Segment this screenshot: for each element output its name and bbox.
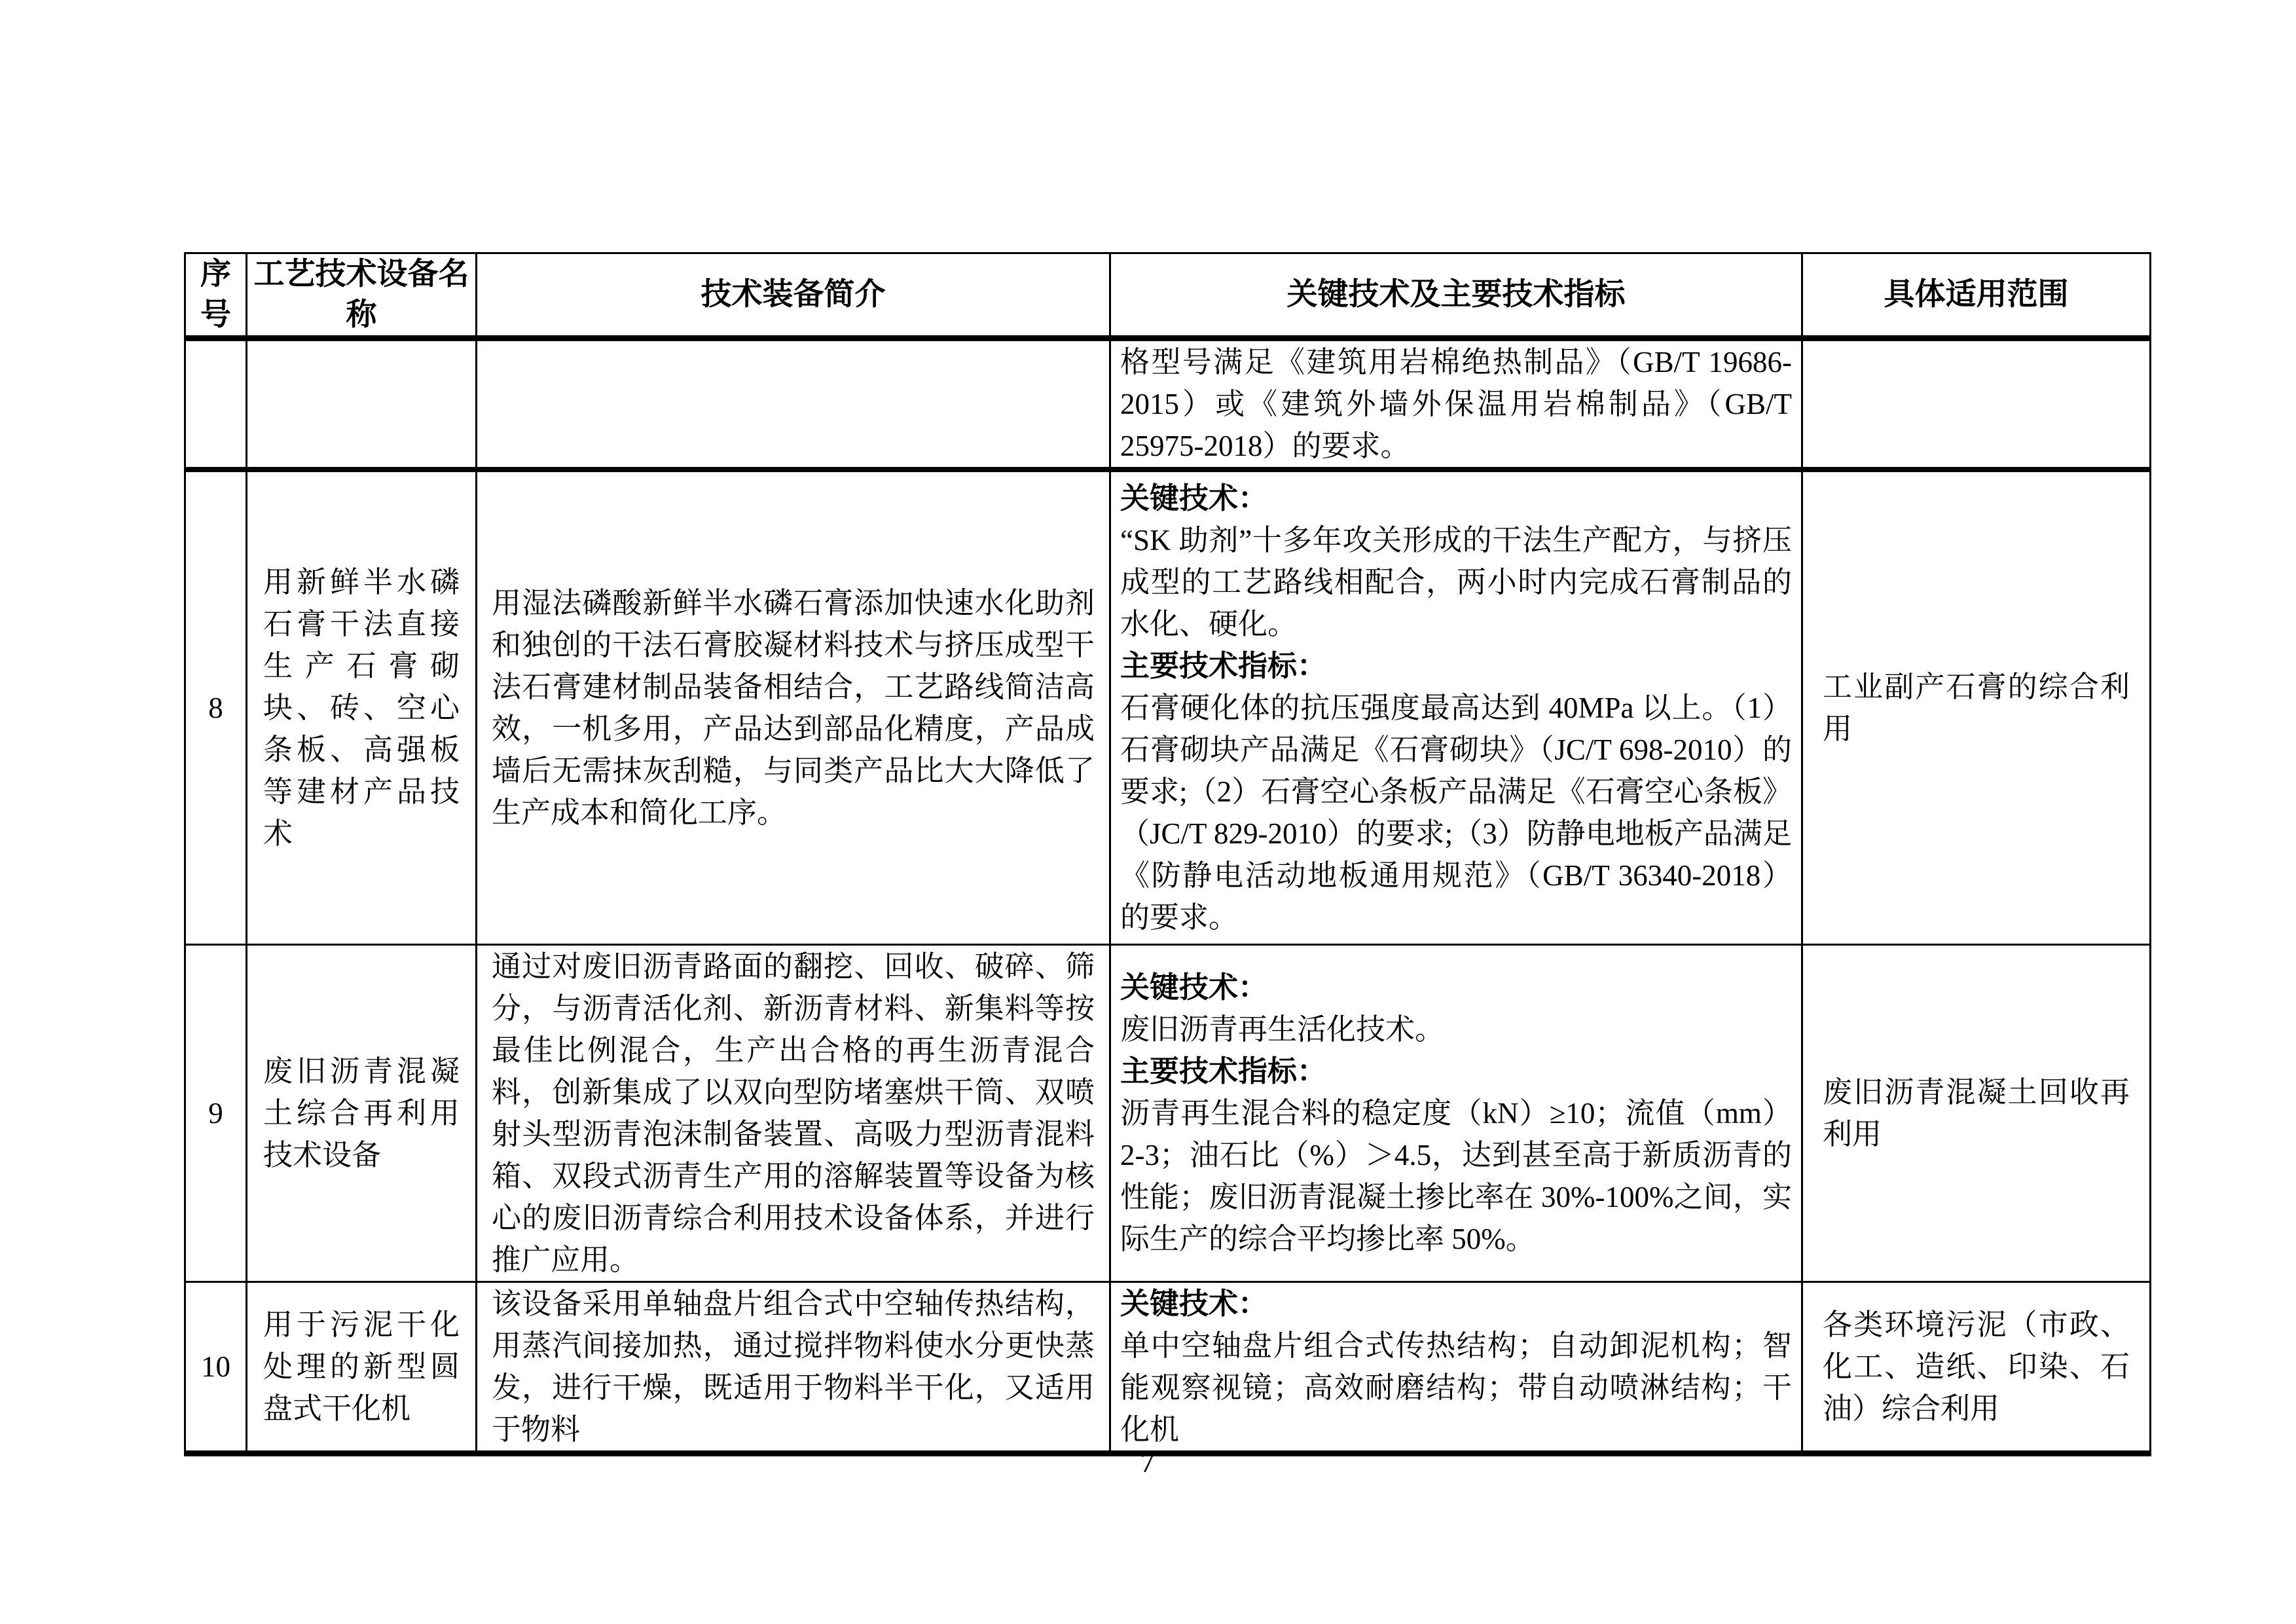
scope-text: 各类环境污泥（市政、化工、造纸、印染、石油）综合利用 — [1823, 1308, 2130, 1425]
name-cell — [247, 470, 477, 944]
name-cell — [247, 944, 477, 1282]
key-tech-label: 关键技术： — [1120, 481, 1268, 515]
indicator-text: 沥青再生混合料的稳定度（kN）≥10；流值（mm）2-3；油石比（%）＞4.5，达到甚至高于新质沥青的性能；废旧沥青混凝土掺比率在 30%-100%之间，实际生产的综合平均掺比率 50%。 — [1120, 1096, 1792, 1255]
key-tech-text: “SK 助剂”十多年攻关形成的干法生产配方，与挤压成型的工艺路线相配合，两小时内完成石膏制品的水化、硬化。 — [1120, 523, 1792, 640]
intro-text: 用湿法磷酸新鲜半水磷石膏添加快速水化助剂和独创的干法石膏胶凝材料技术与挤压成型干法石膏建材制品装备相结合，工艺路线简洁高效，一机多用，产品达到部品化精度，产品成墙后无需抹灰刮糙，与同类产品比大大降低了生产成本和简化工序。 — [492, 586, 1095, 829]
scope-cell — [1802, 1282, 2151, 1453]
scope-cell — [1802, 944, 2151, 1282]
intro-cell — [477, 470, 1110, 944]
scope-text: 工业副产石膏的综合利用 — [1823, 670, 2130, 745]
key-tech-cell — [1110, 1282, 1802, 1453]
key-tech-cell — [1110, 944, 1802, 1282]
header-intro: 技术装备简介 — [477, 253, 1110, 339]
header-equipment-name: 工艺技术设备名称 — [247, 253, 477, 339]
page-number: 7 — [1140, 1446, 1156, 1479]
key-tech-continued-text: 格型号满足《建筑用岩棉绝热制品》（GB/T 19686-2015）或《建筑外墙外保温用岩棉制品》（GB/T 25975-2018）的要求。 — [1120, 346, 1792, 462]
indicator-text: 石膏硬化体的抗压强度最高达到 40MPa 以上。（1）石膏砌块产品满足《石膏砌块》（JC/T 698-2010）的要求;（2）石膏空心条板产品满足《石膏空心条板》（JC/T 829-2010）的要求;（3）防静电地板产品满足《防静电活动地板通用规范》（GB/T 36340-2018）的要求。 — [1120, 691, 1792, 934]
key-tech-label: 关键技术： — [1120, 1287, 1268, 1320]
equipment-name: 废旧沥青混凝土综合再利用技术设备 — [263, 1054, 460, 1172]
header-key-tech: 关键技术及主要技术指标 — [1110, 253, 1802, 339]
table-row-continuation — [185, 339, 2151, 470]
name-cell — [247, 339, 477, 470]
intro-text: 通过对废旧沥青路面的翻挖、回收、破碎、筛分，与沥青活化剂、新沥青材料、新集料等按最佳比例混合，生产出合格的再生沥青混合料，创新集成了以双向型防堵塞烘干筒、双喷射头型沥青泡沫制备装置、高吸力型沥青混料箱、双段式沥青生产用的溶解装置等设备为核心的废旧沥青综合利用技术设备体系，并进行推广应用。 — [492, 950, 1095, 1276]
intro-cell — [477, 1282, 1110, 1453]
technology-table — [184, 252, 2151, 1456]
equipment-name: 用新鲜半水磷石膏干法直接生产石膏砌块、砖、空心条板、高强板等建材产品技术 — [263, 565, 460, 850]
serial-cell: 8 — [185, 470, 247, 944]
intro-cell — [477, 944, 1110, 1282]
scope-text: 废旧沥青混凝土回收再利用 — [1823, 1075, 2130, 1151]
header-scope: 具体适用范围 — [1802, 253, 2151, 339]
serial-cell — [185, 339, 247, 470]
indicator-label: 主要技术指标： — [1120, 1054, 1327, 1088]
intro-cell — [477, 339, 1110, 470]
serial-cell: 10 — [185, 1282, 247, 1453]
table-row-10 — [185, 1282, 2151, 1453]
table-row-8 — [185, 470, 2151, 944]
scope-cell — [1802, 470, 2151, 944]
intro-text: 该设备采用单轴盘片组合式中空轴传热结构，用蒸汽间接加热，通过搅拌物料使水分更快蒸发，进行干燥，既适用于物料半干化，又适用于物料 — [492, 1287, 1095, 1446]
indicator-label: 主要技术指标： — [1120, 649, 1327, 682]
equipment-name: 用于污泥干化处理的新型圆盘式干化机 — [263, 1308, 460, 1425]
table-header-row — [185, 253, 2151, 339]
key-tech-cell — [1110, 339, 1802, 470]
scope-cell — [1802, 339, 2151, 470]
key-tech-label: 关键技术： — [1120, 970, 1268, 1004]
serial-cell: 9 — [185, 944, 247, 1282]
key-tech-text: 单中空轴盘片组合式传热结构；自动卸泥机构；智能观察视镜；高效耐磨结构；带自动喷淋结构；干化机 — [1120, 1329, 1792, 1446]
header-serial: 序号 — [185, 253, 247, 339]
key-tech-text: 废旧沥青再生活化技术。 — [1120, 1012, 1445, 1046]
name-cell — [247, 1282, 477, 1453]
key-tech-cell — [1110, 470, 1802, 944]
table-row-9 — [185, 944, 2151, 1282]
